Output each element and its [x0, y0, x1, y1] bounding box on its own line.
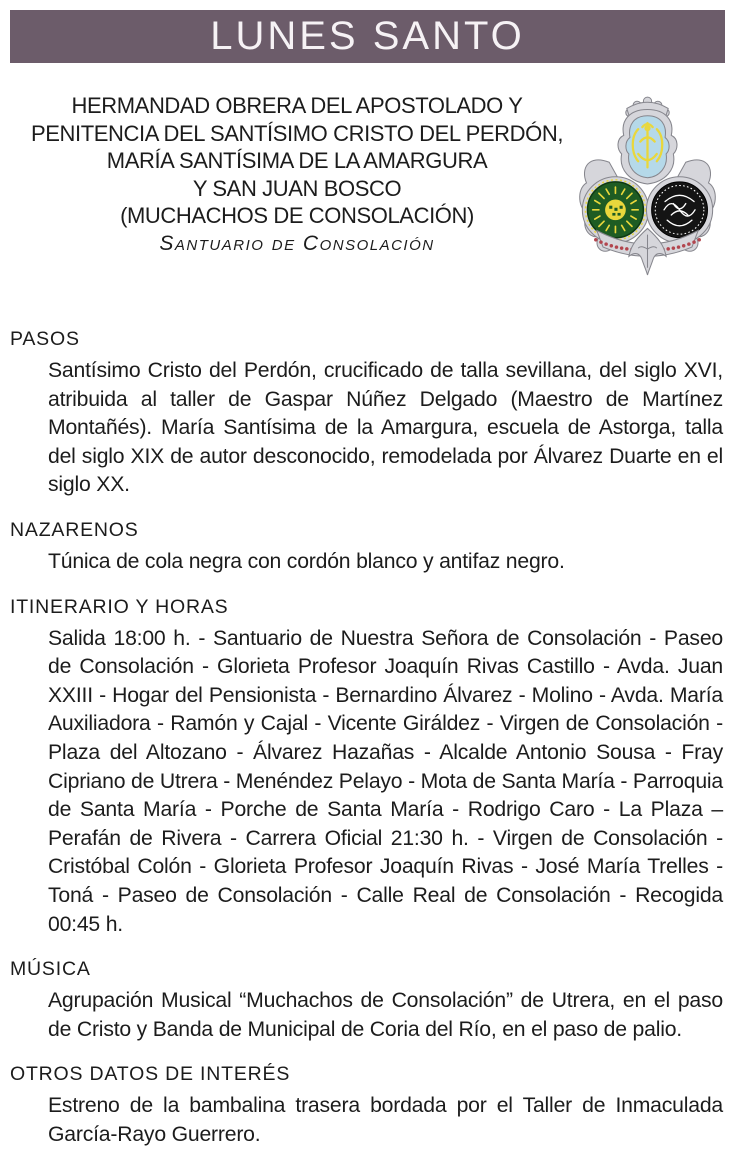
brotherhood-venue: Santuario de Consolación	[159, 231, 435, 255]
brotherhood-name-line: MARÍA SANTÍSIMA DE LA AMARGURA	[106, 148, 488, 173]
section-body: Estreno de la bambalina trasera bordada por el Taller de Inmaculada García-Rayo Guerrero.	[48, 1094, 723, 1146]
sun-medallion-icon	[582, 177, 648, 243]
program-page	[0, 10, 733, 1149]
section-heading: PASOS	[10, 328, 80, 350]
section-musica	[0, 958, 733, 1044]
section-body: Agrupación Musical “Muchachos de Consolación” de Utrera, en el paso de Cristo y Banda de Municipal de Coria del Río, en el paso de palio.	[48, 989, 723, 1041]
section-body: Santísimo Cristo del Perdón, crucificado de talla sevillana, del siglo XVI, atribuida al taller de Gaspar Núñez Delgado (Maestro de Martínez Montañés). María Santísima de la Amargura, escuela de Astorga, talla del siglo XIX de autor desconocido, remodelada por Álvarez Duarte en el siglo XX.	[48, 359, 723, 497]
section-body: Túnica de cola negra con cordón blanco y antifaz negro.	[48, 549, 565, 573]
brotherhood-name-line: PENITENCIA DEL SANTÍSIMO CRISTO DEL PERDÓN,	[30, 120, 564, 146]
section-heading: OTROS DATOS DE INTERÉS	[10, 1063, 291, 1086]
program-sections	[0, 328, 733, 1149]
brotherhood-name-line: Y SAN JUAN BOSCO	[192, 175, 402, 201]
section-itinerario	[0, 596, 733, 940]
section-heading: MÚSICA	[10, 958, 91, 981]
section-heading: ITINERARIO Y HORAS	[10, 595, 229, 618]
brotherhood-name-line: HERMANDAD OBRERA DEL APOSTOLADO Y	[71, 93, 523, 118]
section-nazarenos	[0, 519, 733, 577]
day-banner	[10, 10, 725, 63]
day-banner-title: LUNES SANTO	[210, 14, 525, 58]
brotherhood-header	[0, 92, 733, 281]
section-pasos	[0, 328, 733, 500]
brotherhood-name	[0, 92, 578, 281]
section-otros-datos	[0, 1063, 733, 1149]
crest-cartouche-icon	[618, 110, 677, 184]
brotherhood-name-line: (MUCHACHOS DE CONSOLACIÓN)	[120, 203, 474, 228]
brotherhood-crest-icon	[578, 94, 717, 281]
calligraphy-medallion-icon	[646, 177, 712, 243]
section-body: Salida 18:00 h. - Santuario de Nuestra Señora de Consolación - Paseo de Consolación - Glorieta Profesor Joaquín Rivas Castillo - Avda. Juan XXIII - Hogar del Pensionista - Bernardino Álvarez - Molino - Avda. María Auxiliadora - Ramón y Cajal - Vicente Giráldez - Virgen de Consolación - Plaza del Altozano - Álvarez Hazañas - Alcalde Antonio Sousa - Fray Cipriano de Utrera - Menéndez Pelayo - Mota de Santa María - Parroquia de Santa María - Porche de Santa María - Rodrigo Caro - La Plaza – Perafán de Rivera - Carrera Oficial 21:30 h. - Virgen de Consolación - Cristóbal Colón - Glorieta Profesor Joaquín Rivas - José María Trelles - Toná - Paseo de Consolación - Calle Real de Consolación - Recogida 00:45 h.	[48, 626, 723, 936]
section-heading: NAZARENOS	[10, 518, 139, 541]
